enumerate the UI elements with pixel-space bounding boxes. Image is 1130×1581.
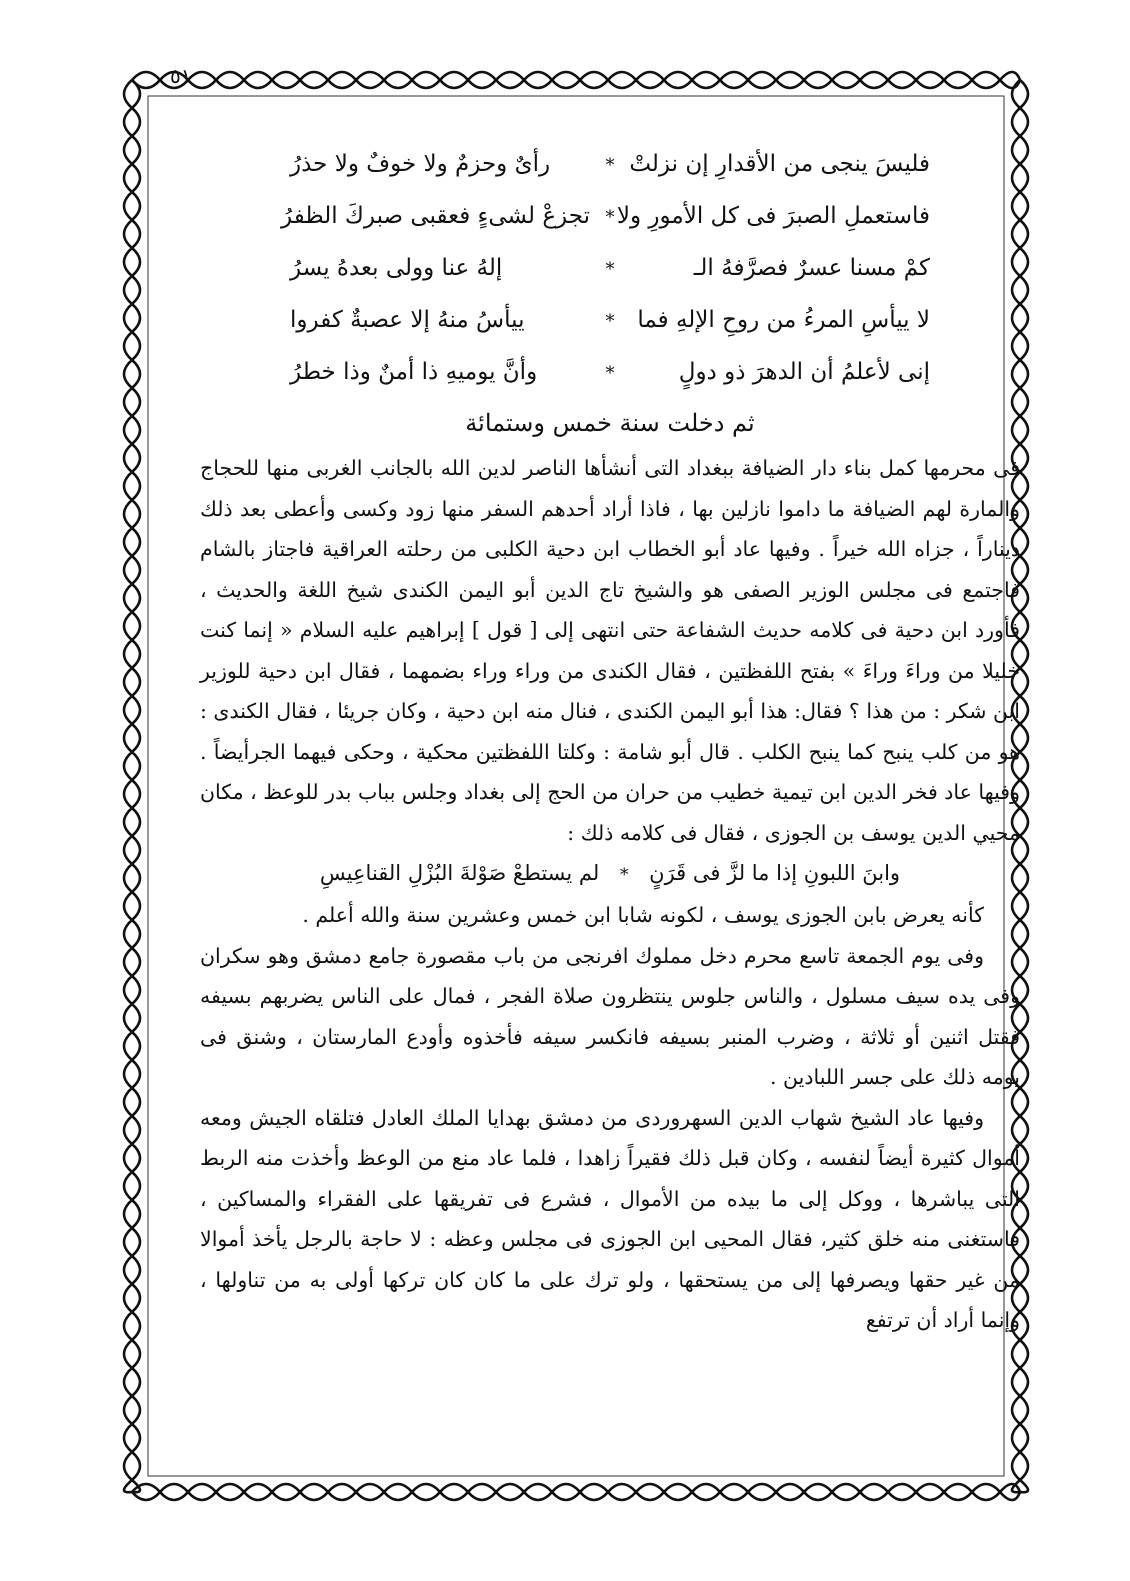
verse-second-hemistich: ييأسُ منهُ إلا عصبةٌ كفروا [290,307,525,333]
verse-first-hemistich: لا ييأسِ المرءُ من روحِ الإلهِ فما [637,307,930,333]
year-heading: ثم دخلت سنة خمس وستمائة [465,409,755,437]
verse-first-hemistich: كمْ مسنا عسرٌ فصرَّفهُ الـ [693,255,930,281]
poem-verse-4 [200,294,1020,346]
paragraph-comment: كأنه يعرض بابن الجوزى يوسف ، لكونه شابا ابن خمس وعشرين سنة والله أعلم . [302,903,984,927]
paragraph-friday-incident: وفى يوم الجمعة تاسع محرم دخل مملوك افرنجى من باب مقصورة جامع دمشق وهو سكران وفى يده سيف مسلول ، والناس جلوس ينتظرون صلاة الفجر ، فمال على الناس يضربهم بسيفه فقتل اثنين أو ثلاثة ، وضرب المنبر بسيفه فانكسر سيفه فأخذوه وأودع المارستان ، وشنق فى يومه ذلك على جسر اللبادين . [200,943,1020,1089]
poem-verse-2 [200,190,1020,242]
quoted-verse [200,853,1020,895]
verse-separator: * [605,155,615,176]
poem-verse-3 [200,242,1020,294]
verse-separator: * [605,207,615,228]
verse-separator: * [619,865,629,885]
verse-separator: * [605,363,615,384]
poem-verse-1 [200,138,1020,190]
page-content [200,138,1020,1448]
verse-second-hemistich: وأنَّ يوميهِ ذا أمنٌ وذا خطرُ [290,359,538,385]
verse-separator: * [605,259,615,280]
verse-second-hemistich: رأىٌ وحزمٌ ولا خوفٌ ولا حذرُ [290,151,551,177]
paragraph-guesthouse: فى محرمها كمل بناء دار الضيافة ببغداد التى أنشأها الناصر لدين الله بالجانب الغربى منها للحجاج والمارة لهم الضيافة ما داموا نازلين بها ، فاذا أراد أحدهم السفر منها زود وكسى وأعطى بعد ذلك ديناراً ، جزاه الله خيراً . وفيها عاد أبو الخطاب ابن دحية الكلبى من رحلته العراقية فاجتاز بالشام فاجتمع فى مجلس الوزير الصفى هو والشيخ تاج الدين أبو اليمن الكندى شيخ اللغة والحديث ، فأورد ابن دحية فى كلامه حديث الشفاعة حتى انتهى إلى [ قول ] إبراهيم عليه السلام « إنما كنت خليلا من وراءَ وراءَ » بفتح اللفظتين ، فقال الكندى من وراء وراء بضمهما ، فقال ابن دحية للوزير ابن شكر : من هذا ؟ فقال: هذا أبو اليمن الكندى ، فنال منه ابن دحية ، وكان جريئا ، فقال الكندى : هو من كلب ينبح كما ينبح الكلب . قال أبو شامة : وكلتا اللفظتين محكية ، وحكى فيهما الجرأيضاً . وفيها عاد فخر الدين ابن تيمية خطيب من حران من الحج إلى بغداد وجلس بباب بدر للوعظ ، مكان محيي الدين يوسف بن الجوزى ، فقال فى كلامه ذلك : [200,456,1020,845]
verse-second-hemistich: لم يستطعْ صَوْلةَ البُزْلِ القناعِيسِ [319,861,600,885]
verse-separator: * [605,311,615,332]
verse-first-hemistich: وابنَ اللبونِ إذا ما لزَّ فى قَرَنٍ [649,861,901,885]
poem-verse-5 [200,346,1020,398]
verse-second-hemistich: تجزعْ لشىءٍ فعقبى صبركَ الظفرُ [281,203,590,229]
verse-first-hemistich: فليسَ ينجى من الأقدارِ إن نزلتْ [629,151,930,177]
verse-first-hemistich: فاستعملِ الصبرَ فى كل الأمورِ ولا [616,203,930,229]
paragraph-suhrawardi: وفيها عاد الشيخ شهاب الدين السهروردى من دمشق بهدايا الملك العادل فتلقاه الجيش ومعه أموال كثيرة أيضاً لنفسه ، وكان قبل ذلك فقيراً زاهدا ، فلما عاد منع من الوعظ وأخذت منه الربط التى يباشرها ، ووكل إلى ما بيده من الأموال ، فشرع فى تفريقها على الفقراء والمساكين ، فاستغنى منه خلق كثير، فقال المحيى ابن الجوزى فى مجلس وعظه : لا حاجة بالرجل يأخذ أموالا من غير حقها ويصرفها إلى من يستحقها ، ولو ترك على ما كان كان تركها أولى به من تناولها ، وإنما أراد أن ترتفع [200,1105,1020,1332]
verse-second-hemistich: إلهُ عنا وولى بعدهُ يسرُ [290,255,503,281]
verse-first-hemistich: إنى لأعلمُ أن الدهرَ ذو دولٍ [678,359,930,385]
page-number: ٥١ [170,64,192,88]
